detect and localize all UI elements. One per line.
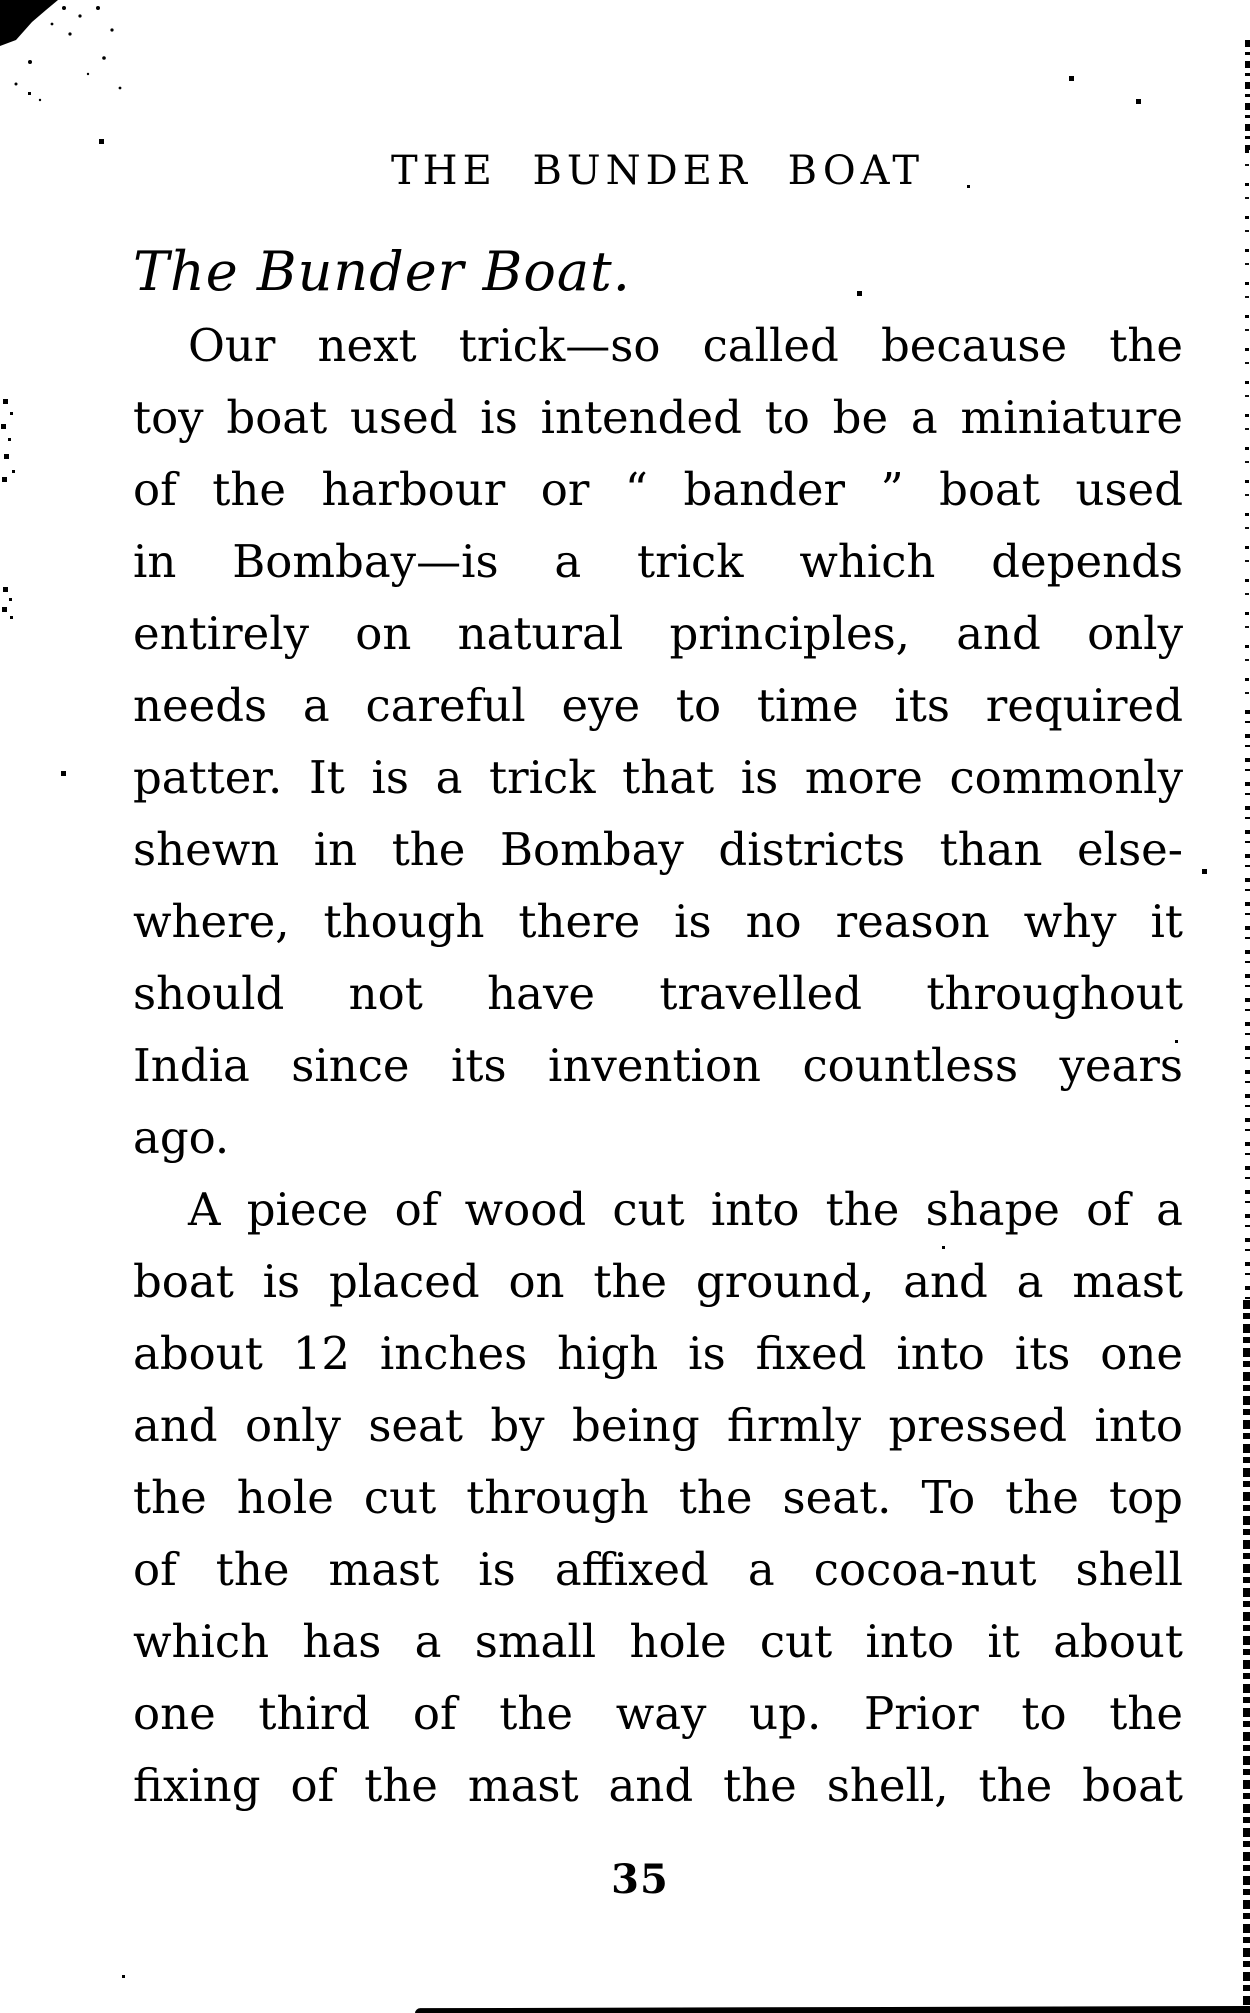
- text-line: should not have travelled throughout: [133, 967, 1183, 1020]
- text-line: fixing of the mast and the shell, the boat: [133, 1759, 1183, 1812]
- scan-blob-top-left: [0, 0, 150, 130]
- scan-bottom-edge-bar: [415, 2006, 1250, 2013]
- paragraph: [133, 1174, 1183, 1822]
- text-line: boat is placed on the ground, and a mast: [133, 1255, 1183, 1308]
- text-line: of the harbour or “ bander ” boat used: [133, 463, 1183, 516]
- text-line: where, though there is no reason why it: [133, 895, 1183, 948]
- text-line: ago.: [133, 1111, 230, 1164]
- scan-speckles: [0, 0, 3, 3]
- text-line: of the mast is affixed a cocoa-nut shell: [133, 1543, 1183, 1596]
- text-line: shewn in the Bombay districts than else-: [133, 823, 1183, 876]
- text-line: about 12 inches high is fixed into its one: [133, 1327, 1183, 1380]
- running-head: THE BUNDER BOAT: [391, 148, 924, 194]
- text-line: one third of the way up. Prior to the: [133, 1687, 1183, 1740]
- text-line: Our next trick—so called because the: [188, 319, 1183, 372]
- scan-edge-segment: [1245, 150, 1249, 710]
- text-line: the hole cut through the seat. To the top: [133, 1471, 1183, 1524]
- scan-edge-right-strip: [1238, 0, 1250, 2013]
- page-number: 35: [611, 1856, 669, 1903]
- text-line: needs a careful eye to time its required: [133, 679, 1183, 732]
- scan-edge-segment: [1245, 710, 1250, 1300]
- text-line: A piece of wood cut into the shape of a: [188, 1183, 1183, 1236]
- text-line: patter. It is a trick that is more commonly: [133, 751, 1183, 804]
- text-line: entirely on natural principles, and only: [133, 607, 1183, 660]
- scan-edge-segment: [1243, 1300, 1250, 2013]
- text-line: and only seat by being firmly pressed into: [133, 1399, 1183, 1452]
- text-line: in Bombay—is a trick which depends: [133, 535, 1183, 588]
- section-title: The Bunder Boat.: [133, 240, 631, 303]
- text-line: India since its invention countless years: [133, 1039, 1183, 1092]
- scan-edge-segment: [1245, 40, 1250, 150]
- text-line: which has a small hole cut into it about: [133, 1615, 1183, 1668]
- paragraph: [133, 310, 1183, 1174]
- text-line: toy boat used is intended to be a miniature: [133, 391, 1183, 444]
- body-text: [133, 310, 1183, 1822]
